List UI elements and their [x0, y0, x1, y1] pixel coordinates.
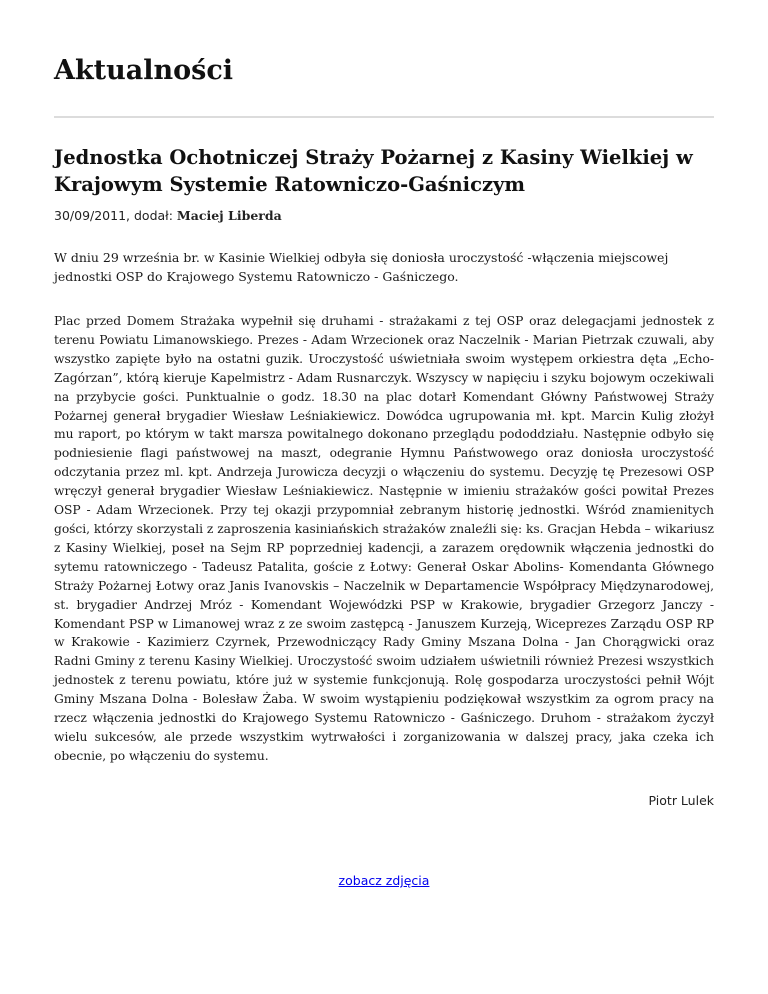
article-author: Maciej Liberda — [176, 208, 282, 223]
article-title: Jednostka Ochotniczej Straży Pożarnej z Kasiny Wielkiej w Krajowym Systemie Ratowniczo-Gaśniczym — [54, 146, 693, 196]
article-body: Plac przed Domem Strażaka wypełnił się druhami - strażakami z tej OSP oraz delegacjami jednostek z terenu Powiatu Limanowskiego. Prezes - Adam Wrzecionek oraz Naczelnik - Marian Pietrzak czuwali, aby wszystko zapięte było na ostatni guzik. Uroczystość uświetniała swoim występem orkiestra dęta „Echo- Zagórzan”, którą kieruje Kapelmistrz - Adam Rusnarczyk. Wszyscy w napięciu i szyku bojowym oczekiwali na przybycie gości. Punktualnie o godz. 18.30 na plac dotarł Komendant Główny Państwowej Straży Pożarnej generał brygadier Wiesław Leśniakiewicz. Dowódca ugrupowania mł. kpt. Marcin Kulig złożył mu raport, po którym w takt marsza powitalnego dokonano przeglądu pododdziału. Następnie odbyło się podniesienie flagi państwowej na maszt, odegranie Hymnu Państwowego oraz doniosła uroczystość odczytania przez ml. kpt. Andrzeja Jurowicza decyzji o włączeniu do systemu. Decyzję tę Prezesowi OSP wręczył generał brygadier Wiesław Leśniakiewicz. Następnie w imieniu strażaków gości powitał Prezes OSP - Adam Wrzecionek. Przy tej okazji przypomniał zebranym historię jednostki. Wśród znamienitych gości, którzy skorzystali z zaproszenia kasiniańskich strażaków znaleźli się: ks. Gracjan Hebda – wikariusz z Kasiny Wielkiej, poseł na Sejm RP poprzedniej kadencji, a zarazem orędownik włączenia jednostki do sytemu ratowniczego - Tadeusz Patalita, goście z Łotwy: Generał Oskar Abolins- Komendanta Głównego Straży Pożarnej Łotwy oraz Janis Ivanovskis – Naczelnik w Departamencie Współpracy Międzynarodowej, st. brygadier Andrzej Mróz - Komendant Wojewódzki PSP w Krakowie, brygadier Grzegorz Janczy -Komendant PSP w Limanowej wraz z ze swoim zastępcą - Januszem Kurzeją, Wiceprezes Zarządu OSP RP w Krakowie - Kazimierz Czyrnek, Przewodniczący Rady Gminy Mszana Dolna - Jan Chorągwicki oraz Radni Gminy z terenu Kasiny Wielkiej. Uroczystość swoim udziałem uświetnili również Prezesi wszystkich jednostek z terenu powiatu, które już w systemie funkcjonują. Rolę gospodarza uroczystości pełnił Wójt Gminy Mszana Dolna - Bolesław Żaba. W swoim wystąpieniu podziękował wszystkim za ogrom pracy na rzecz włączenia jednostki do Krajowego Systemu Ratowniczo - Gaśniczego. Druhom - strażakom życzył wielu sukcesów, ale przede wszystkim wytrwałości i zorganizowania w dalszej pracy, jaka czeka ich obecnie, po włączeniu do systemu. — [54, 314, 714, 763]
section-title: Aktualności — [54, 55, 234, 86]
photo-link-container — [54, 872, 714, 890]
see-photos-link[interactable]: zobacz zdjęcia — [338, 873, 430, 888]
article-meta — [54, 207, 282, 225]
divider — [54, 116, 714, 118]
article-date: 30/09/2011 — [54, 208, 127, 223]
added-by-label: , dodał: — [126, 208, 177, 223]
article-signature: Piotr Lulek — [648, 793, 714, 808]
article-lead: W dniu 29 września br. w Kasinie Wielkiej odbyła się doniosła uroczystość -włączenia miejscowej jednostki OSP do Krajowego Systemu Ratowniczo - Gaśniczego. — [54, 250, 669, 284]
